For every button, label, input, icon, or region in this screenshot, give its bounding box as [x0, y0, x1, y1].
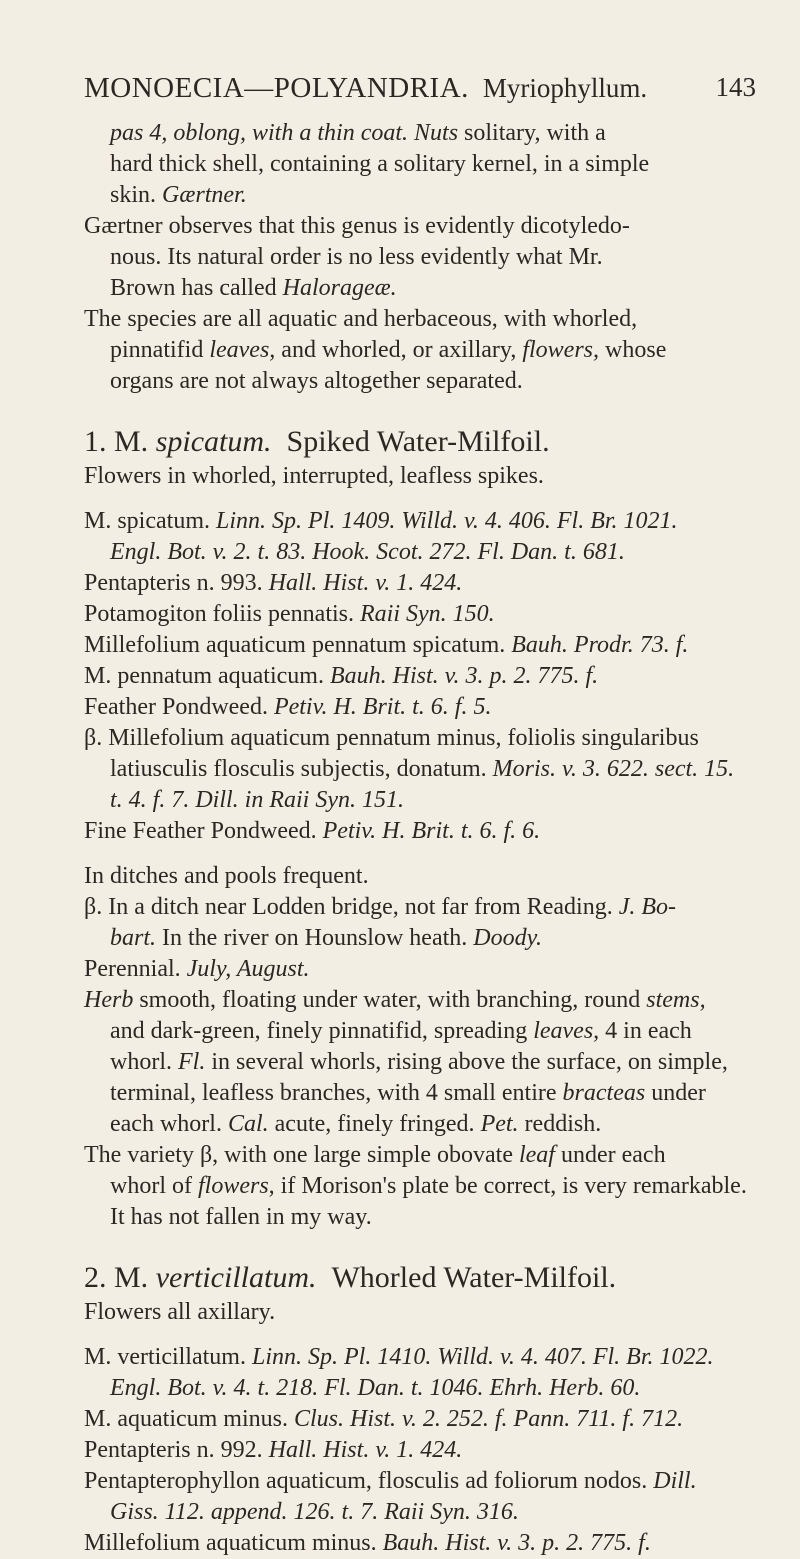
duration: Perennial. July, August. — [84, 956, 310, 982]
synonym: Potamogiton foliis pennatis. Raii Syn. 150. — [84, 601, 495, 627]
synonym: M. pennatum aquaticum. Bauh. Hist. v. 3. p. 2. 775. f. — [84, 663, 599, 689]
habitat: β. In a ditch near Lodden bridge, not far from Reading. J. Bo- bart. In the river on Hounslow heath. Doody. — [84, 894, 677, 951]
page-header — [84, 72, 756, 112]
species-diagnosis: Flowers in whorled, interrupted, leafless spikes. — [84, 463, 544, 489]
synonym: Pentapteris n. 993. Hall. Hist. v. 1. 424. — [84, 570, 463, 596]
paragraph: Gærtner observes that this genus is evidently dicotyledo- nous. Its natural order is no less evidently what Mr. Brown has called Halorageæ. — [84, 213, 630, 301]
page-body — [84, 118, 760, 1559]
synonym: M. verticillatum. Linn. Sp. Pl. 1410. Willd. v. 4. 407. Fl. Br. 1022. Engl. Bot. v. 4. t. 218. Fl. Dan. t. 1046. Ehrh. Herb. 60. — [84, 1344, 714, 1401]
description: Herb smooth, floating under water, with branching, round stems, and dark-green, finely pinnatifid, spreading leaves, 4 in each whorl. Fl. in several whorls, rising above the surface, on simple, terminal, leafless branches, with 4 small entire bracteas under each whorl. Cal. acute, finely fringed. Pet. reddish. — [84, 987, 728, 1137]
running-head-genus: Myriophyllum. — [482, 73, 648, 103]
text-line: hard thick shell, containing a solitary kernel, in a simple — [110, 151, 650, 177]
running-head — [84, 72, 647, 105]
synonym: β. Millefolium aquaticum pennatum minus, foliolis singularibus latiusculis flosculis subjectis, donatum. Moris. v. 3. 622. sect. 15. t. 4. f. 7. Dill. in Raii Syn. 151. — [84, 725, 735, 813]
synonym: Pentapteris n. 992. Hall. Hist. v. 1. 424. — [84, 1437, 463, 1463]
species-title: 1. M. spicatum. Spiked Water-Milfoil. — [84, 425, 550, 458]
genus-description — [84, 118, 760, 211]
page-number: 143 — [715, 72, 756, 102]
text-line: pas 4, oblong, with a thin coat. Nuts solitary, with a — [110, 120, 606, 146]
synonym: Pentapterophyllon aquaticum, flosculis ad foliorum nodos. Dill. Giss. 112. append. 126. t. 7. Raii Syn. 316. — [84, 1468, 697, 1525]
paragraph: The species are all aquatic and herbaceous, with whorled, pinnatifid leaves, and whorled, or axillary, flowers, whose organs are not always altogether separated. — [84, 306, 667, 394]
synonym: Millefolium aquaticum minus. Bauh. Hist. v. 3. p. 2. 775. f. — [84, 1530, 651, 1556]
synonym: Feather Pondweed. Petiv. H. Brit. t. 6. f. 5. — [84, 694, 492, 720]
habitat: In ditches and pools frequent. — [84, 863, 369, 889]
note: The variety β, with one large simple obovate leaf under each whorl of flowers, if Morison's plate be correct, is very remarkable. It has not fallen in my way. — [84, 1142, 747, 1230]
species-title: 2. M. verticillatum. Whorled Water-Milfoil. — [84, 1261, 617, 1294]
running-head-title: MONOECIA—POLYANDRIA. — [84, 72, 469, 104]
synonym: M. aquaticum minus. Clus. Hist. v. 2. 252. f. Pann. 711. f. 712. — [84, 1406, 684, 1432]
species-diagnosis: Flowers all axillary. — [84, 1299, 276, 1325]
synonym: Fine Feather Pondweed. Petiv. H. Brit. t. 6. f. 6. — [84, 818, 541, 844]
synonym: Millefolium aquaticum pennatum spicatum. Bauh. Prodr. 73. f. — [84, 632, 689, 658]
synonym: M. spicatum. Linn. Sp. Pl. 1409. Willd. v. 4. 406. Fl. Br. 1021. Engl. Bot. v. 2. t. 83. Hook. Scot. 272. Fl. Dan. t. 681. — [84, 508, 678, 565]
text-line: skin. Gærtner. — [110, 182, 247, 208]
